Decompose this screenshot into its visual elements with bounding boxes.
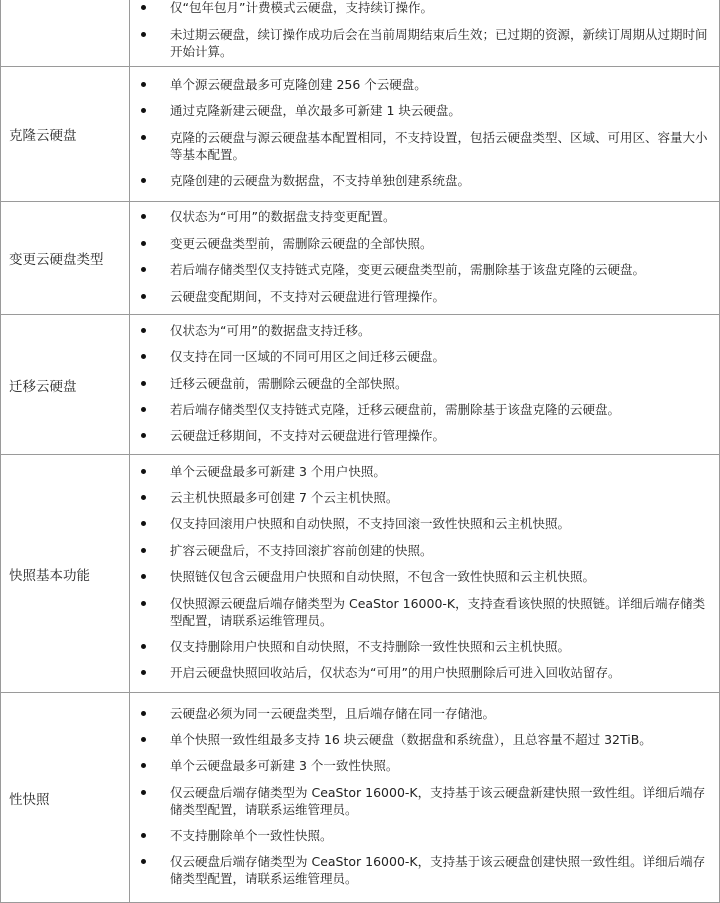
table-row [1,67,720,202]
list-item: 单个源云硬盘最多可克隆创建 256 个云硬盘。 [130,76,709,93]
list-item: 仅状态为“可用”的数据盘支持变更配置。 [130,208,709,225]
list-item: 不支持删除单个一致性快照。 [130,827,709,844]
row-category: 迁移云硬盘 [1,315,130,455]
item-list [130,76,709,189]
row-category [1,0,130,67]
list-item: 云硬盘变配期间，不支持对云硬盘进行管理操作。 [130,288,709,305]
list-item: 仅“包年包月”计费模式云硬盘，支持续订操作。 [130,0,709,16]
list-item: 仅支持在同一区域的不同可用区之间迁移云硬盘。 [130,348,709,365]
list-item: 若后端存储类型仅支持链式克隆，变更云硬盘类型前，需删除基于该盘克隆的云硬盘。 [130,261,709,278]
table-row [1,315,720,455]
table-row [1,693,720,903]
list-item: 云硬盘必须为同一云硬盘类型，且后端存储在同一存储池。 [130,705,709,722]
list-item: 云主机快照最多可创建 7 个云主机快照。 [130,489,709,506]
row-category: 快照基本功能 [1,455,130,693]
row-category: 克隆云硬盘 [1,67,130,202]
table-row [1,0,720,67]
list-item: 扩容云硬盘后，不支持回滚扩容前创建的快照。 [130,542,709,559]
table-row [1,455,720,693]
list-item: 单个云硬盘最多可新建 3 个一致性快照。 [130,757,709,774]
list-item: 开启云硬盘快照回收站后，仅状态为“可用”的用户快照删除后可进入回收站留存。 [130,664,709,681]
list-item: 仅云硬盘后端存储类型为 CeaStor 16000-K，支持基于该云硬盘新建快照一致性组。详细后端存储类型配置，请联系运维管理员。 [130,784,709,818]
list-item: 云硬盘迁移期间，不支持对云硬盘进行管理操作。 [130,427,709,444]
list-item: 仅支持删除用户快照和自动快照，不支持删除一致性快照和云主机快照。 [130,638,709,655]
item-list [130,0,709,60]
row-category: 性快照 [1,693,130,903]
list-item: 若后端存储类型仅支持链式克隆，迁移云硬盘前，需删除基于该盘克隆的云硬盘。 [130,401,709,418]
list-item: 仅状态为“可用”的数据盘支持迁移。 [130,322,709,339]
list-item: 克隆创建的云硬盘为数据盘，不支持单独创建系统盘。 [130,172,709,189]
list-item: 未过期云硬盘，续订操作成功后会在当前周期结束后生效；已过期的资源，新续订周期从过期时间开始计算。 [130,26,709,60]
table-row [1,202,720,315]
row-category: 变更云硬盘类型 [1,202,130,315]
item-list [130,705,709,888]
item-list [130,322,709,445]
list-item: 变更云硬盘类型前，需删除云硬盘的全部快照。 [130,235,709,252]
list-item: 仅支持回滚用户快照和自动快照，不支持回滚一致性快照和云主机快照。 [130,515,709,532]
list-item: 克隆的云硬盘与源云硬盘基本配置相同，不支持设置，包括云硬盘类型、区域、可用区、容量大小等基本配置。 [130,129,709,163]
item-list [130,463,709,682]
item-list [130,208,709,304]
list-item: 单个快照一致性组最多支持 16 块云硬盘（数据盘和系统盘），且总容量不超过 32TiB。 [130,731,709,748]
list-item: 仅快照源云硬盘后端存储类型为 CeaStor 16000-K，支持查看该快照的快照链。详细后端存储类型配置，请联系运维管理员。 [130,595,709,629]
list-item: 迁移云硬盘前，需删除云硬盘的全部快照。 [130,375,709,392]
list-item: 快照链仅包含云硬盘用户快照和自动快照，不包含一致性快照和云主机快照。 [130,568,709,585]
list-item: 单个云硬盘最多可新建 3 个用户快照。 [130,463,709,480]
list-item: 仅云硬盘后端存储类型为 CeaStor 16000-K，支持基于该云硬盘创建快照一致性组。详细后端存储类型配置，请联系运维管理员。 [130,853,709,887]
list-item: 通过克隆新建云硬盘，单次最多可新建 1 块云硬盘。 [130,102,709,119]
